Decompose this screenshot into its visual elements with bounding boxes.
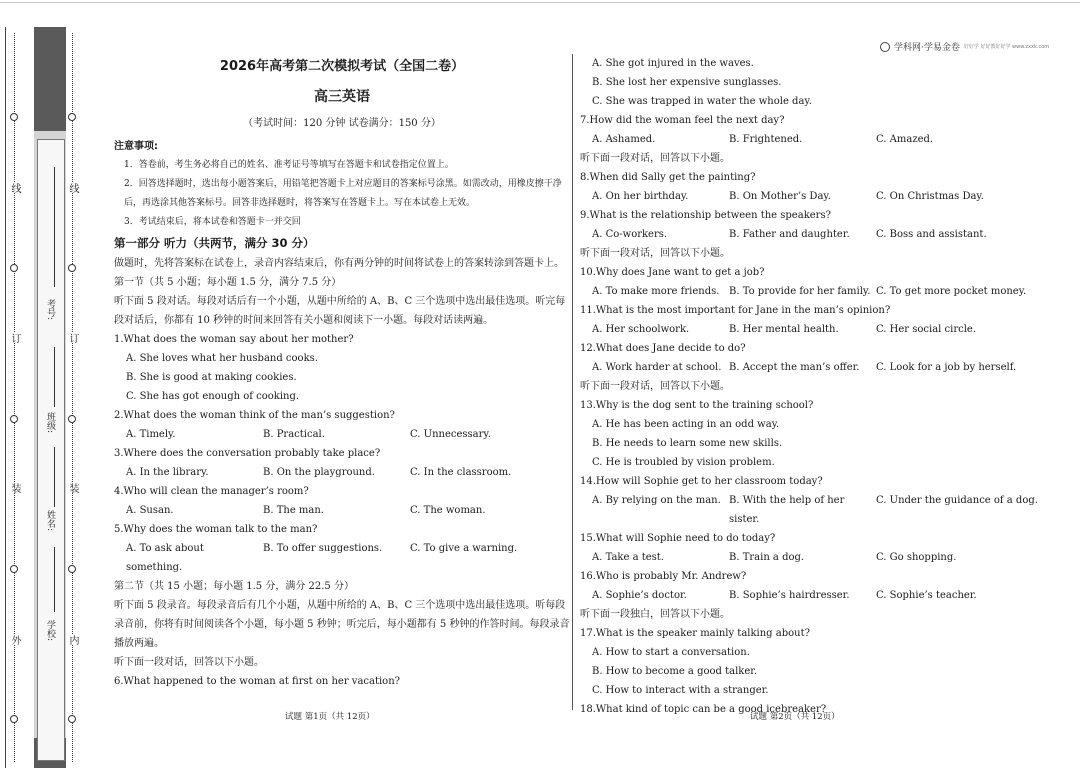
logo-icon <box>880 42 890 52</box>
listen-instruction: 听下面一段对话，回答以下小题。 <box>114 657 264 668</box>
question-stem: 4.Who will clean the manager’s room? <box>114 486 309 497</box>
punch-hole <box>68 715 76 723</box>
question-stem: 17.What is the speaker mainly talking about? <box>580 628 810 639</box>
option-c: C. To give a warning. <box>410 543 518 554</box>
option-c: C. Unnecessary. <box>410 429 491 440</box>
option-c: C. She was trapped in water the whole day. <box>592 96 812 107</box>
punch-hole <box>68 113 76 121</box>
option-b: B. Sophie’s hairdresser. <box>729 590 850 601</box>
option-a: A. Co-workers. <box>592 229 668 240</box>
option-c: C. Amazed. <box>876 134 934 145</box>
punch-hole <box>68 415 76 423</box>
question-stem: 6.What happened to the woman at first on her vacation? <box>114 676 401 687</box>
listen-instruction: 听下面一段对话，回答以下小题。 <box>580 381 730 392</box>
punch-hole <box>10 264 18 272</box>
option-a: A. On her birthday. <box>592 191 689 202</box>
options-row <box>580 358 1040 377</box>
question-stem: 7.How did the woman feel the next day? <box>580 115 785 126</box>
exam-number-line[interactable] <box>54 167 55 287</box>
question-stem: 16.Who is probably Mr. Andrew? <box>580 571 747 582</box>
option-b: B. On the playground. <box>263 467 375 478</box>
question-stem: 10.Why does Jane want to get a job? <box>580 267 765 278</box>
option-c: C. Sophie’s teacher. <box>876 590 977 601</box>
right-column <box>580 54 1040 719</box>
column-divider <box>572 54 573 710</box>
notes-title: 注意事项: <box>114 141 158 152</box>
punch-hole <box>10 113 18 121</box>
note-1: 1．答卷前，考生务必将自己的姓名、准考证号等填写在答题卡和试卷指定位置上。 <box>124 160 454 170</box>
option-a: A. Sophie’s doctor. <box>592 590 687 601</box>
options-row <box>114 463 570 482</box>
inner-label-xian: 线 <box>67 183 78 193</box>
section2-intro: 听下面 5 段录音。每段录音后有几个小题，从题中所给的 A、B、C 三个选项中选出最佳选项。听每段录音前，你将有时间阅读各个小题，每小题 5 秒钟；听完后，每小题都有 5 秒钟的作答时间。每段录音播放两遍。 <box>114 600 570 649</box>
top-border <box>0 2 1080 3</box>
part1-intro: 做题时，先将答案标在试卷上，录音内容结束后，你有两分钟的时间将试卷上的答案转涂到答题卡上。 <box>114 258 564 269</box>
question-stem: 2.What does the woman think of the man’s suggestion? <box>114 410 395 421</box>
option-c: C. Her social circle. <box>876 324 977 335</box>
cut-label-ding: 订 <box>9 333 20 343</box>
option-b: B. Train a dog. <box>729 552 805 563</box>
binding-dark-top <box>34 27 66 131</box>
question-stem: 18.What kind of topic can be a good icebreaker? <box>580 704 827 715</box>
options-row <box>114 539 570 577</box>
school-label: 学校: <box>45 620 55 642</box>
question-stem: 15.What will Sophie need to do today? <box>580 533 776 544</box>
option-b: B. To provide for her family. <box>729 286 871 297</box>
options-row <box>580 548 1040 567</box>
question-stem: 14.How will Sophie get to her classroom today? <box>580 476 823 487</box>
listen-instruction: 听下面一段独白，回答以下小题。 <box>580 609 730 620</box>
option-c: C. He is troubled by vision problem. <box>592 457 775 468</box>
option-a: A. Timely. <box>126 429 176 440</box>
option-a: A. He has been acting in an odd way. <box>592 419 780 430</box>
option-b: B. To offer suggestions. <box>263 543 383 554</box>
listen-instruction: 听下面一段对话，回答以下小题。 <box>580 248 730 259</box>
class-label: 班级: <box>45 412 55 434</box>
outer-cut-line <box>14 33 15 762</box>
binding-strip <box>5 27 90 768</box>
question-stem: 5.Why does the woman talk to the man? <box>114 524 318 535</box>
option-a: A. How to start a conversation. <box>592 647 750 658</box>
question-stem: 12.What does Jane decide to do? <box>580 343 746 354</box>
punch-hole <box>10 715 18 723</box>
option-b: B. Her mental health. <box>729 324 839 335</box>
options-row <box>580 282 1040 301</box>
punch-hole <box>10 565 18 573</box>
question-stem: 8.When did Sally get the painting? <box>580 172 756 183</box>
note-3: 3．考试结束后，将本试卷和答题卡一并交回 <box>124 217 301 227</box>
exam-number-label: 考号: <box>45 299 55 321</box>
option-c: C. In the classroom. <box>410 467 512 478</box>
option-b: B. How to become a good talker. <box>592 666 758 677</box>
note-2: 2．回答选择题时，选出每小题答案后，用铅笔把答题卡上对应题目的答案标号涂黑。如需改动，用橡皮擦干净后，再选涂其他答案标号。回答非选择题时，将答案写在答题卡上。写在本试卷上无效。 <box>124 179 562 208</box>
logo-small-text: 好好学 好好教好好学 www.zxxk.com <box>963 43 1050 50</box>
option-b: B. The man. <box>263 505 324 516</box>
option-c: C. Boss and assistant. <box>876 229 987 240</box>
inner-label-ding: 订 <box>67 333 78 343</box>
options-row <box>114 425 570 444</box>
option-a: A. Take a test. <box>592 552 664 563</box>
student-info-box <box>37 139 65 761</box>
options-row <box>580 320 1040 339</box>
option-c: C. Under the guidance of a dog. <box>876 495 1038 506</box>
section2-title: 第二节（共 15 小题；每小题 1.5 分，满分 22.5 分） <box>114 581 354 592</box>
option-b: B. Accept the man’s offer. <box>729 362 860 373</box>
option-c: C. On Christmas Day. <box>876 191 984 202</box>
cut-label-xian: 线 <box>9 183 20 193</box>
option-b: B. With the help of her sister. <box>729 495 845 525</box>
option-a: A. Ashamed. <box>592 134 656 145</box>
option-c: C. To get more pocket money. <box>876 286 1027 297</box>
inner-label-zhuang: 装 <box>67 483 78 493</box>
question-stem: 1.What does the woman say about her mother? <box>114 334 354 345</box>
punch-hole <box>68 264 76 272</box>
option-a: A. She got injured in the waves. <box>592 58 754 69</box>
punch-hole <box>10 415 18 423</box>
option-a: A. In the library. <box>126 467 209 478</box>
options-row <box>580 225 1040 244</box>
option-a: A. She loves what her husband cooks. <box>126 353 318 364</box>
options-row <box>580 187 1040 206</box>
question-stem: 11.What is the most important for Jane in the man’s opinion? <box>580 305 891 316</box>
inner-label-nei: 内 <box>67 635 78 645</box>
publisher-logo <box>880 40 1049 53</box>
page-footer-2: 试题 第2页（共 12页） <box>750 712 840 722</box>
option-a: A. To make more friends. <box>592 286 720 297</box>
left-column <box>114 56 570 691</box>
option-c: C. How to interact with a stranger. <box>592 685 769 696</box>
option-b: B. On Mother’s Day. <box>729 191 831 202</box>
name-label: 姓名: <box>45 510 55 532</box>
cut-label-zhuang: 装 <box>9 483 20 493</box>
cut-label-wai: 外 <box>9 635 20 645</box>
listen-instruction: 听下面一段对话，回答以下小题。 <box>580 153 730 164</box>
option-a: A. Work harder at school. <box>592 362 722 373</box>
part1-title: 第一部分 听力（共两节，满分 30 分） <box>114 236 315 250</box>
option-b: B. He needs to learn some new skills. <box>592 438 783 449</box>
exam-subject: 高三英语 <box>314 89 370 105</box>
section1-intro: 听下面 5 段对话。每段对话后有一个小题，从题中所给的 A、B、C 三个选项中选出最佳选项。听完每段对话后，你都有 10 秒钟的时间来回答有关小题和阅读下一小题。每段对话读两遍。 <box>114 296 566 326</box>
option-a: A. By relying on the man. <box>592 495 721 506</box>
option-a: A. To ask about something. <box>126 543 204 573</box>
option-a: A. Susan. <box>126 505 174 516</box>
school-line[interactable] <box>54 547 55 612</box>
question-stem: 3.Where does the conversation probably take place? <box>114 448 381 459</box>
logo-text: 学科网·学易金卷 <box>894 43 960 53</box>
option-b: B. She is good at making cookies. <box>126 372 297 383</box>
question-stem: 9.What is the relationship between the speakers? <box>580 210 831 221</box>
inner-cut-line <box>72 33 73 762</box>
option-a: A. Her schoolwork. <box>592 324 690 335</box>
page-footer-1: 试题 第1页（共 12页） <box>285 712 375 722</box>
option-b: B. She lost her expensive sunglasses. <box>592 77 782 88</box>
name-line[interactable] <box>54 447 55 507</box>
option-b: B. Frightened. <box>729 134 803 145</box>
option-c: C. Go shopping. <box>876 552 957 563</box>
option-b: B. Father and daughter. <box>729 229 850 240</box>
options-row <box>580 586 1040 605</box>
options-row <box>580 130 1040 149</box>
option-c: C. She has got enough of cooking. <box>126 391 300 402</box>
question-stem: 13.Why is the dog sent to the training school? <box>580 400 814 411</box>
option-c: C. Look for a job by herself. <box>876 362 1017 373</box>
punch-hole <box>68 565 76 573</box>
options-row <box>114 501 570 520</box>
options-row <box>580 491 1040 529</box>
section1-title: 第一节（共 5 小题；每小题 1.5 分，满分 7.5 分） <box>114 277 342 288</box>
class-line[interactable] <box>54 347 55 407</box>
exam-title: 2026年高考第二次模拟考试（全国二卷） <box>219 59 465 74</box>
exam-info: （考试时间：120 分钟 试卷满分：150 分） <box>243 118 441 129</box>
option-b: B. Practical. <box>263 429 325 440</box>
option-c: C. The woman. <box>410 505 486 516</box>
